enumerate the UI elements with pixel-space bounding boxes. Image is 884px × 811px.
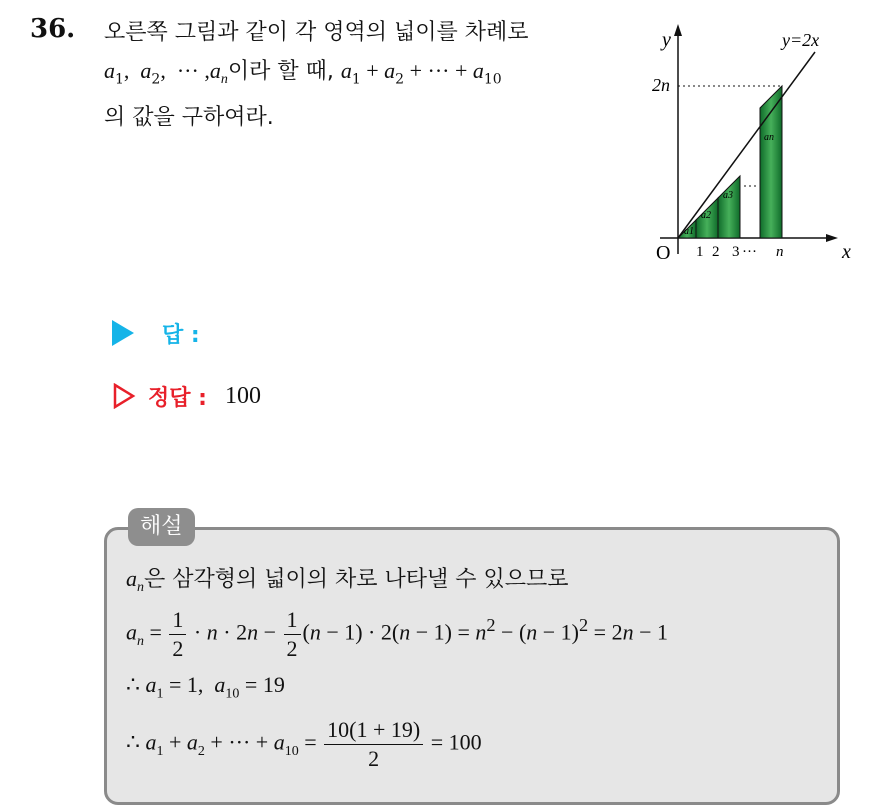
solution-line-1: $a_n$은 삼각형의 넓이의 차로 나타낼 수 있으므로 xyxy=(126,566,569,596)
solution-line-1-text: 은 삼각형의 넓이의 차로 나타낼 수 있으므로 xyxy=(144,567,569,592)
x-tick-1: 1 xyxy=(696,244,704,260)
solution-line-3: ∴ $a_1 = 1$, $a_{10} = 19$ xyxy=(126,672,285,702)
x-axis-label: x xyxy=(842,241,851,263)
y-tick-2n: 2n xyxy=(652,75,670,95)
x-tick-3: 3 xyxy=(732,244,740,260)
question-line-2-suffix: 이라 할 때, xyxy=(227,59,334,84)
area-a3 xyxy=(718,176,740,238)
x-tick-n: n xyxy=(776,244,784,260)
area-figure xyxy=(640,14,860,274)
line-y-2x xyxy=(678,52,815,238)
solution-formula: $a_n$ = $\frac{1}{2}$ · n · 2n − $\frac{1}{2}$ $(n - 1) \cdot 2(n - 1) = n^2 - (n - 1)^2 = 2n - 1$ xyxy=(126,607,669,661)
y-axis-label: y xyxy=(662,29,671,51)
question-number: 36. xyxy=(30,14,76,44)
area-an xyxy=(760,86,782,238)
x-tick-ellipsis: ··· xyxy=(742,244,757,260)
correct-answer-label: 정답 : xyxy=(148,385,207,411)
outline-triangle-icon xyxy=(112,383,136,409)
line-label: y=2x xyxy=(782,30,820,50)
question-line-3: 의 값을 구하여라. xyxy=(104,105,274,131)
area-label-a1: a1 xyxy=(684,226,694,237)
figure-svg xyxy=(640,14,860,274)
x-arrow xyxy=(826,234,838,242)
area-label-an: an xyxy=(764,132,774,143)
x-tick-2: 2 xyxy=(712,244,720,260)
y-arrow xyxy=(674,24,682,36)
question-text xyxy=(104,14,624,137)
question-line-2: $a_1$, $a_2$, ··· $,a_n$이라 할 때, $a_1 + a_2$ + ··· + $a_{10}$ xyxy=(104,58,502,88)
answer-label: 답 : xyxy=(162,322,200,348)
solution-result: = 100 xyxy=(430,729,482,755)
solution-tag: 해설 xyxy=(128,508,195,546)
correct-answer-row xyxy=(112,380,261,412)
correct-answer-value: 100 xyxy=(224,382,261,409)
area-label-a3: a3 xyxy=(723,190,733,201)
area-label-a2: a2 xyxy=(701,210,711,221)
question-line-1: 오른쪽 그림과 같이 각 영역의 넓이를 차례로 xyxy=(104,20,529,45)
play-icon xyxy=(112,320,134,346)
solution-sum: ∴ $a_1 + a_2$ + ··· + $a_{10}$ = $\frac{10(1 + 19)}{2}$ = 100 xyxy=(126,717,482,771)
origin-label: O xyxy=(656,242,671,264)
answer-row xyxy=(112,318,200,348)
